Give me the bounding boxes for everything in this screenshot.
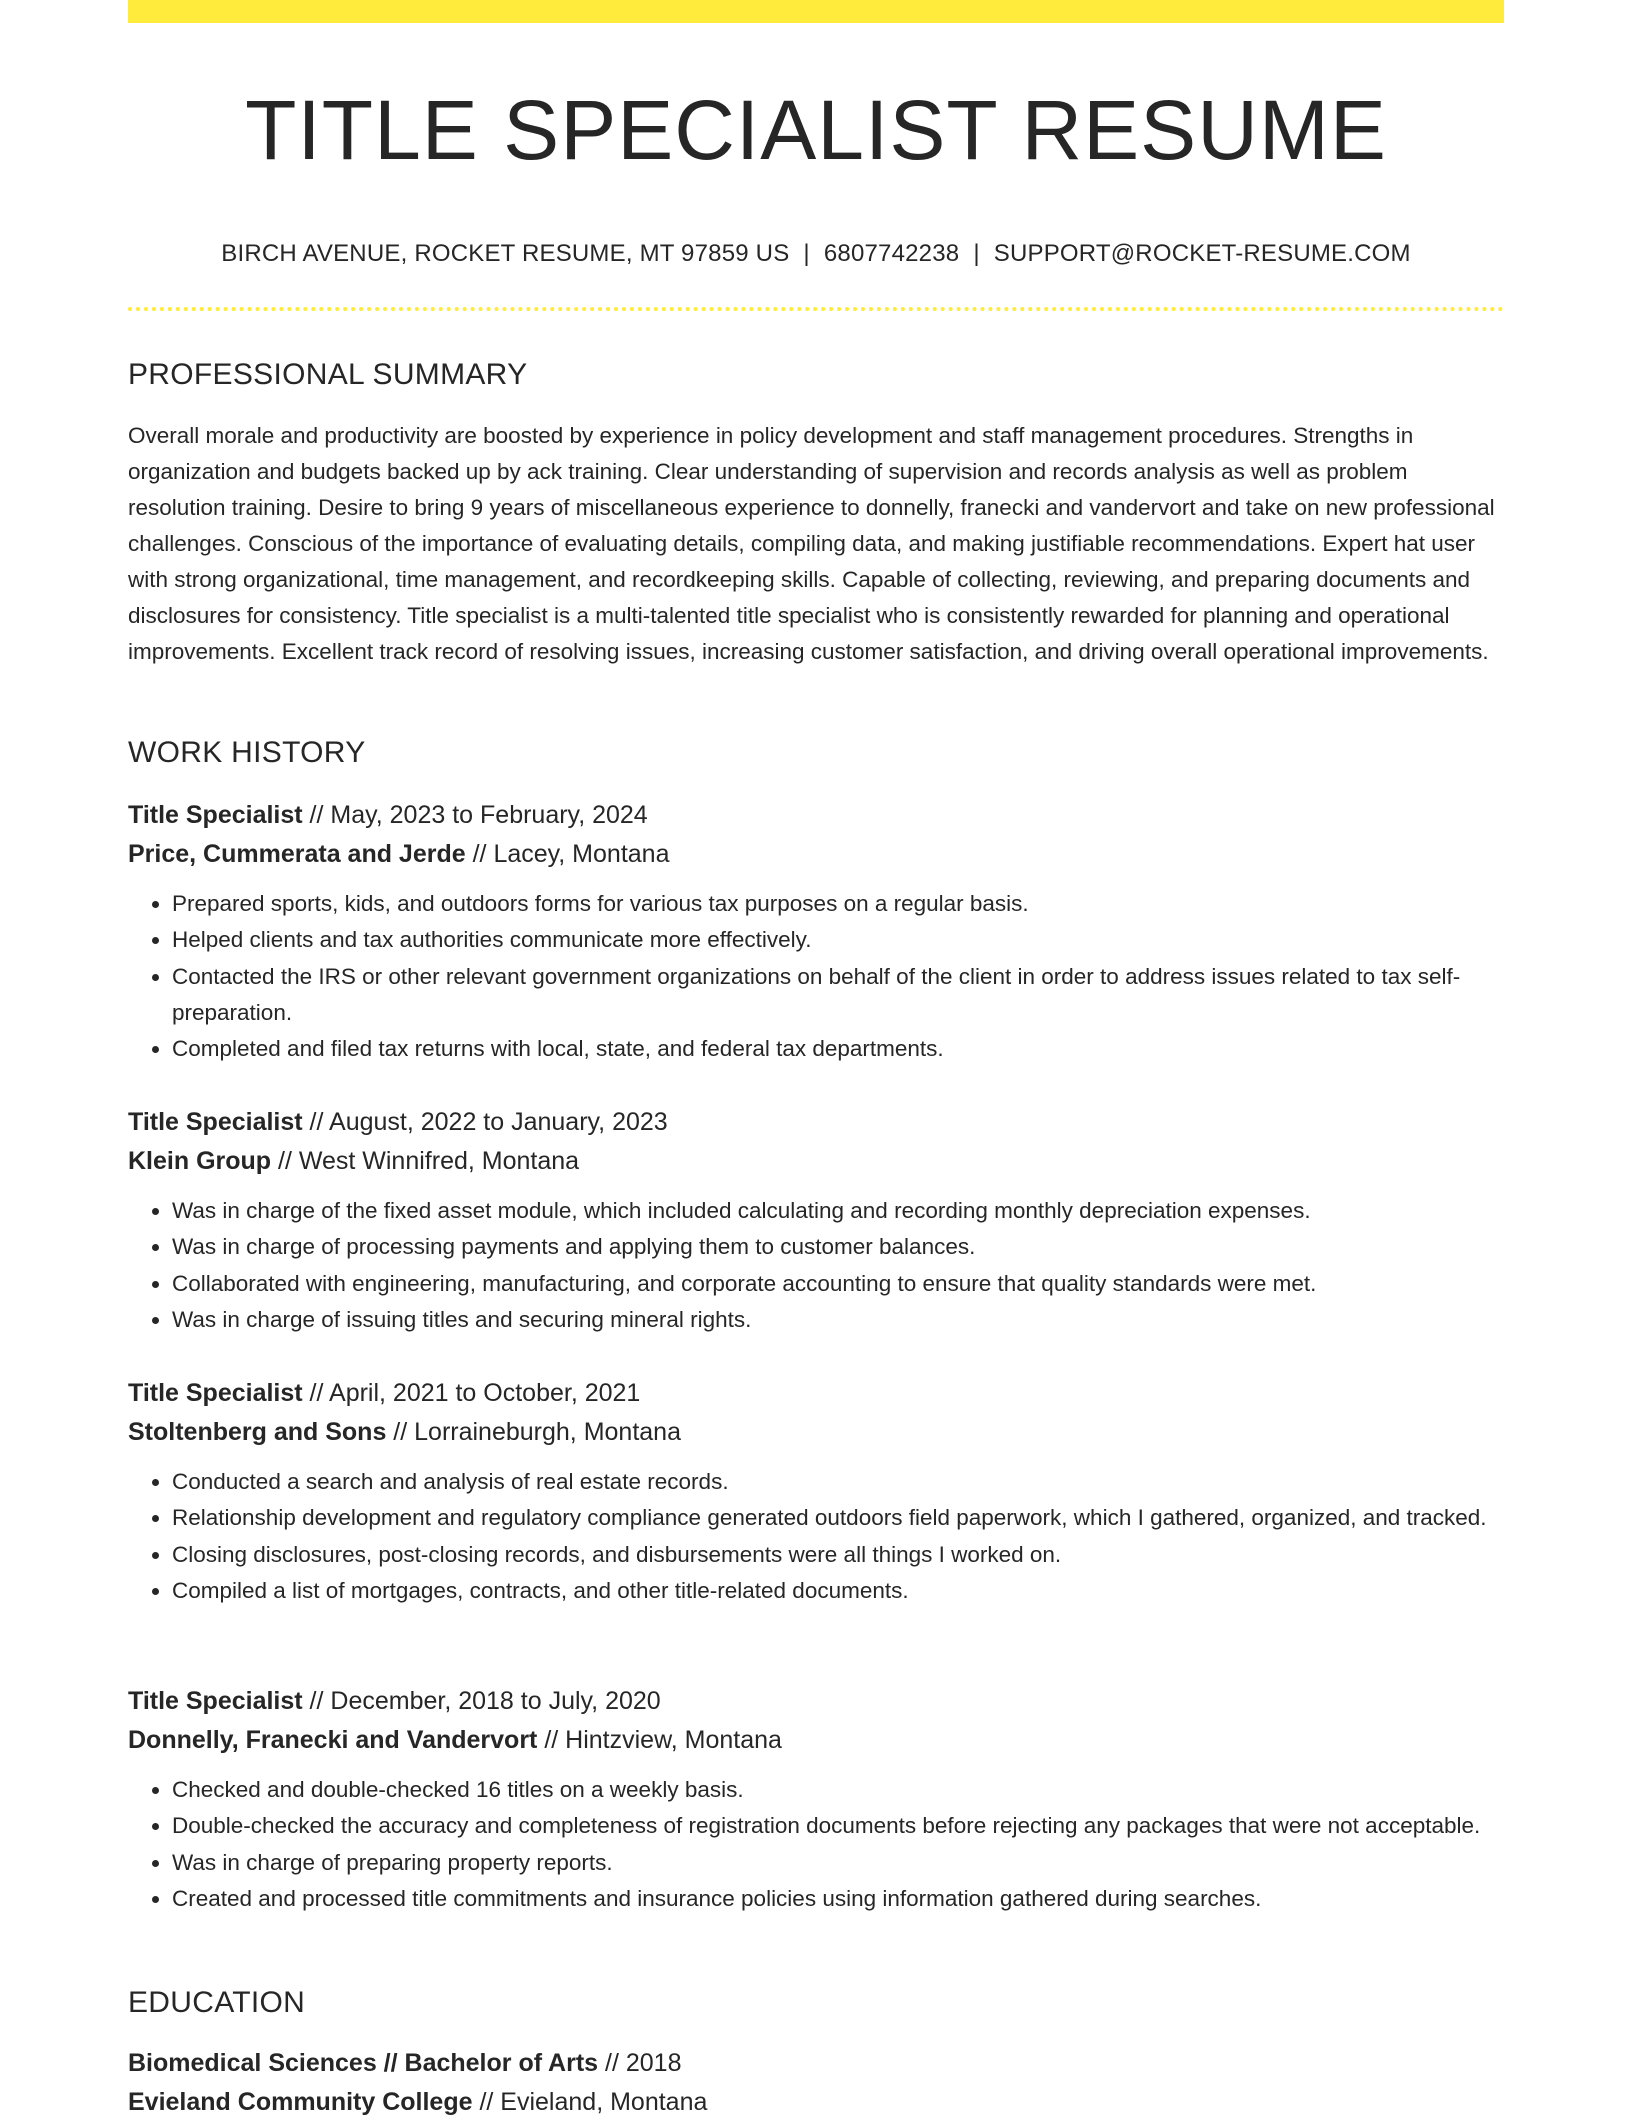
job-bullets — [128, 1772, 1504, 1917]
job-title-line — [128, 796, 1504, 835]
job-title-line — [128, 1374, 1504, 1413]
job-bullet: • Checked and double-checked 16 titles on a weekly basis. — [172, 1772, 1504, 1808]
job-location: // Lorraineburgh, Montana — [386, 1418, 681, 1446]
job-title: Title Specialist — [128, 1379, 303, 1407]
education-degree: Biomedical Sciences // Bachelor of Arts — [128, 2049, 599, 2077]
job-bullets — [128, 1464, 1504, 1609]
accent-top-bar — [128, 0, 1504, 23]
job-title-line — [128, 1682, 1504, 1721]
job-bullet: • Collaborated with engineering, manufacturing, and corporate accounting to ensure that quality standards were met. — [172, 1266, 1504, 1302]
job-dates: // April, 2021 to October, 2021 — [302, 1379, 641, 1407]
summary-heading: PROFESSIONAL SUMMARY — [128, 358, 528, 391]
contact-email: SUPPORT@ROCKET-RESUME.COM — [993, 240, 1411, 267]
job-company-line — [128, 1721, 1504, 1760]
job-bullets — [128, 886, 1504, 1067]
contact-separator: | — [803, 240, 810, 267]
job-bullet: • Compiled a list of mortgages, contracts, and other title-related documents. — [172, 1573, 1504, 1609]
job-bullet: • Created and processed title commitments and insurance policies using information gathered during searches. — [172, 1881, 1504, 1917]
contact-line — [128, 236, 1504, 272]
job-bullet: • Completed and filed tax returns with local, state, and federal tax departments. — [172, 1031, 1504, 1067]
job-company: Donnelly, Franecki and Vandervort — [128, 1726, 538, 1754]
job-company-line — [128, 1142, 1504, 1181]
job-entry — [128, 796, 1504, 1067]
job-bullet: • Was in charge of the fixed asset module, which included calculating and recording monthly depreciation expenses. — [172, 1193, 1504, 1229]
job-company: Klein Group — [128, 1147, 272, 1175]
education-location: // Evieland, Montana — [472, 2088, 708, 2116]
education-entry — [128, 2044, 1504, 2122]
job-dates: // August, 2022 to January, 2023 — [302, 1108, 668, 1136]
contact-phone: 6807742238 — [823, 240, 960, 267]
job-bullets — [128, 1193, 1504, 1338]
resume-title: TITLE SPECIALIST RESUME — [245, 83, 1387, 177]
job-title: Title Specialist — [128, 801, 303, 829]
job-location: // West Winnifred, Montana — [271, 1147, 580, 1175]
job-company-line — [128, 835, 1504, 874]
job-title: Title Specialist — [128, 1108, 303, 1136]
education-school: Evieland Community College — [128, 2088, 473, 2116]
job-entry — [128, 1374, 1504, 1609]
education-degree-line — [128, 2044, 1504, 2083]
job-bullet: • Relationship development and regulatory compliance generated outdoors field paperwork, which I gathered, organized, and tracked. — [172, 1500, 1504, 1536]
job-dates: // December, 2018 to July, 2020 — [302, 1687, 661, 1715]
job-location: // Hintzview, Montana — [537, 1726, 782, 1754]
summary-text: Overall morale and productivity are boosted by experience in policy development and staff management procedures. Strengths in organization and budgets backed up by ack training. Clear understanding of supervision and records analysis as well as problem resolution training. Desire to bring 9 years of miscellaneous experience to donnelly, franecki and vandervort and take on new professional challenges. Conscious of the importance of evaluating details, compiling data, and making justifiable recommendations. Expert hat user with strong organizational, time management, and recordkeeping skills. Capable of collecting, reviewing, and preparing documents and disclosures for consistency. Title specialist is a multi-talented title specialist who is consistently rewarded for planning and operational improvements. Excellent track record of resolving issues, increasing customer satisfaction, and driving overall operational improvements. — [128, 423, 1495, 664]
education-school-line — [128, 2083, 1504, 2122]
job-title: Title Specialist — [128, 1687, 303, 1715]
job-dates: // May, 2023 to February, 2024 — [302, 801, 648, 829]
job-bullet: • Closing disclosures, post-closing records, and disbursements were all things I worked on. — [172, 1537, 1504, 1573]
work-history-heading: WORK HISTORY — [128, 736, 366, 769]
job-bullet: • Was in charge of issuing titles and securing mineral rights. — [172, 1302, 1504, 1338]
education-heading: EDUCATION — [128, 1986, 306, 2019]
job-title-line — [128, 1103, 1504, 1142]
job-bullet: • Helped clients and tax authorities communicate more effectively. — [172, 922, 1504, 958]
job-entry — [128, 1682, 1504, 1917]
job-bullet: • Contacted the IRS or other relevant government organizations on behalf of the client in order to address issues related to tax self-preparation. — [172, 959, 1504, 1032]
dotted-divider — [128, 307, 1504, 311]
job-location: // Lacey, Montana — [465, 840, 670, 868]
job-company: Stoltenberg and Sons — [128, 1418, 387, 1446]
job-bullet: • Was in charge of preparing property reports. — [172, 1845, 1504, 1881]
contact-address: BIRCH AVENUE, ROCKET RESUME, MT 97859 US — [221, 240, 790, 267]
job-bullet: • Double-checked the accuracy and completeness of registration documents before rejecting any packages that were not acceptable. — [172, 1808, 1504, 1844]
job-bullet: • Conducted a search and analysis of real estate records. — [172, 1464, 1504, 1500]
education-year: // 2018 — [598, 2049, 682, 2077]
job-entry — [128, 1103, 1504, 1338]
job-bullet: • Prepared sports, kids, and outdoors forms for various tax purposes on a regular basis. — [172, 886, 1504, 922]
job-company: Price, Cummerata and Jerde — [128, 840, 466, 868]
job-company-line — [128, 1413, 1504, 1452]
contact-separator: | — [973, 240, 980, 267]
job-bullet: • Was in charge of processing payments and applying them to customer balances. — [172, 1229, 1504, 1265]
